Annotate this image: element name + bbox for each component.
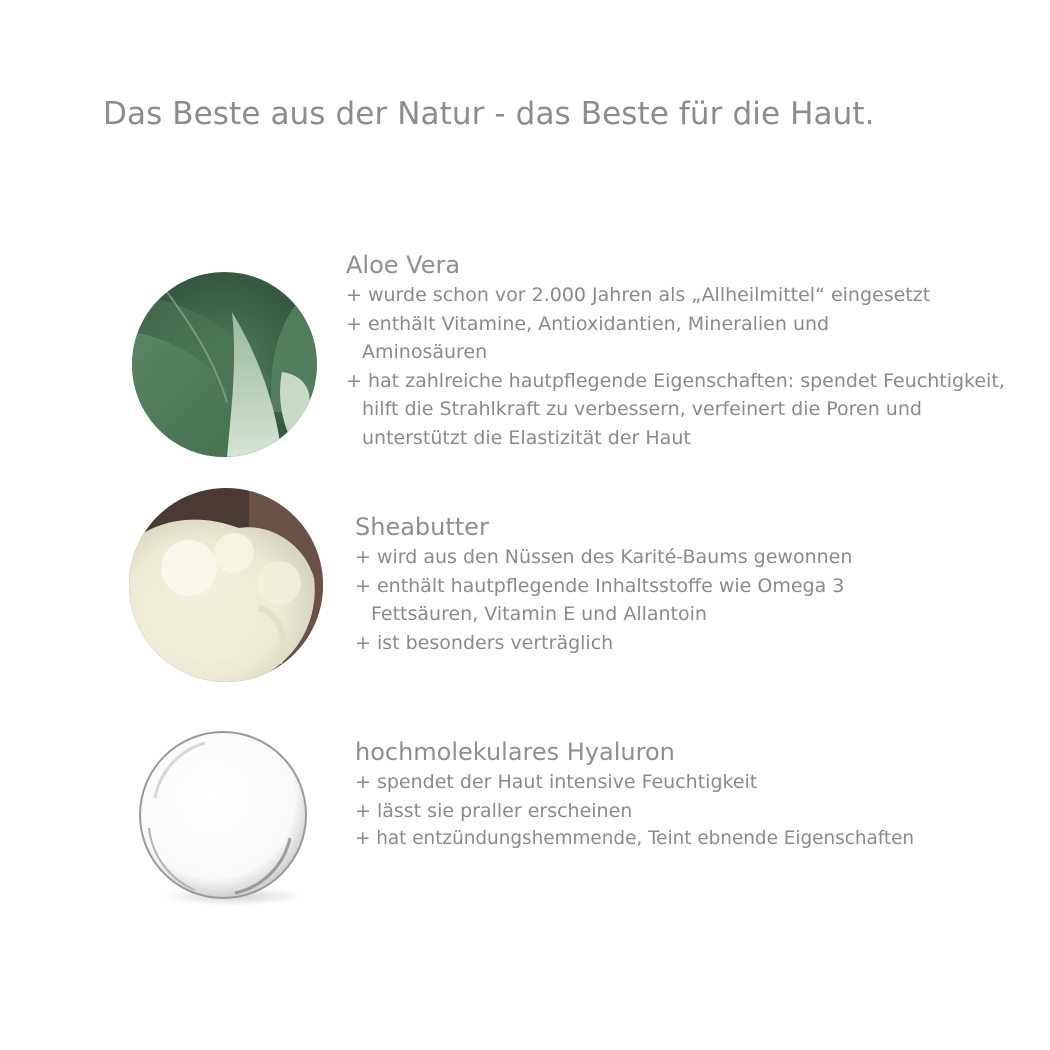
benefit-item: + wurde schon vor 2.000 Jahren als „Allheilmittel“ eingesetzt: [346, 284, 931, 306]
ingredient-title: hochmolekulares Hyaluron: [355, 738, 675, 766]
ingredient-benefits-list: [355, 768, 1025, 854]
page-headline: Das Beste aus der Natur - das Beste für die Haut.: [103, 96, 875, 132]
hyaluron-droplet-image: [135, 728, 315, 908]
benefit-item: + enthält hautpflegende Inhaltsstoffe wie Omega 3 Fettsäuren, Vitamin E und Allantoin: [355, 574, 845, 626]
ingredient-title: Sheabutter: [355, 513, 489, 541]
sheabutter-image: [129, 488, 323, 682]
aloe-vera-image: [132, 272, 317, 457]
benefit-item: + hat entzündungshemmende, Teint ebnende Eigenschaften: [355, 828, 915, 850]
benefit-item: + ist besonders verträglich: [355, 631, 614, 654]
benefit-item: + hat zahlreiche hautpflegende Eigenschaften: spendet Feuchtigkeit, hilft die Strahlkraft zu verbessern, verfeinert die Poren und unterstützt die Elastizität der Haut: [346, 369, 1005, 449]
ingredient-hyaluron: [355, 736, 1025, 854]
ingredient-benefits-list: [346, 281, 1005, 453]
benefit-item: + lässt sie praller erscheinen: [355, 799, 633, 822]
ingredient-title: Aloe Vera: [346, 251, 461, 279]
ingredient-sheabutter: [355, 511, 1015, 657]
benefit-item: + enthält Vitamine, Antioxidantien, Mineralien und Aminosäuren: [346, 312, 830, 364]
benefit-item: + spendet der Haut intensive Feuchtigkeit: [355, 771, 758, 793]
ingredient-aloe-vera: [346, 249, 1026, 453]
benefit-item: + wird aus den Nüssen des Karité-Baums gewonnen: [355, 546, 853, 568]
ingredient-benefits-list: [355, 543, 915, 657]
